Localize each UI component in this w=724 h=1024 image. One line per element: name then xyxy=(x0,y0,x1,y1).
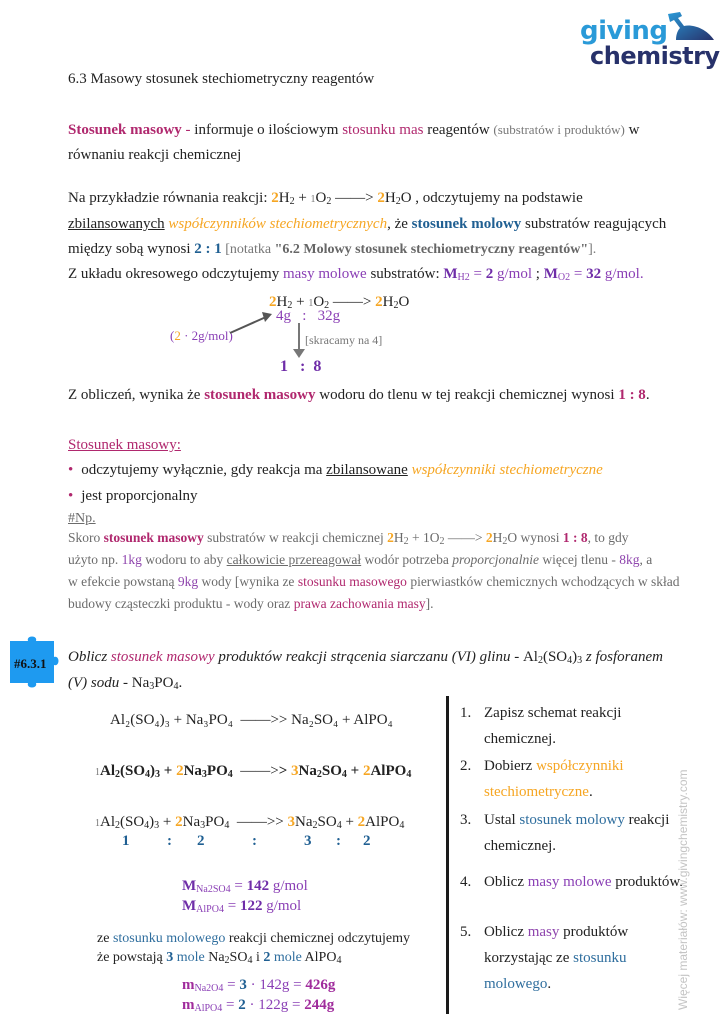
value: 122 xyxy=(239,898,263,914)
text: substratów w reakcji chemicznej xyxy=(203,530,388,545)
coefficient: 3 xyxy=(239,977,247,993)
subscript: 2 xyxy=(324,300,330,311)
np-label: #Np. xyxy=(68,511,96,526)
highlight: współczynniki stechiometryczne xyxy=(484,758,624,800)
text: (V) sodu xyxy=(68,675,120,691)
coefficient: 2 xyxy=(485,530,493,545)
coefficient: 1 xyxy=(95,818,100,829)
text: Na przykładzie równania reakcji: xyxy=(68,190,272,206)
unit: g/mol xyxy=(604,266,640,282)
mass-symbol: m xyxy=(182,997,195,1013)
highlight-stosunku-masowego: stosunku masowego xyxy=(297,574,407,589)
dash: - xyxy=(119,675,132,691)
page-title: 6.3 Masowy stosunek stechiometryczny reagentów xyxy=(68,71,375,87)
underlined-text: całkowicie przereagował xyxy=(226,552,362,567)
step-text xyxy=(484,807,694,859)
text: ze xyxy=(97,931,113,946)
separator: ; xyxy=(532,266,544,282)
value-1kg: 1kg xyxy=(121,552,142,567)
dot: . xyxy=(639,266,644,282)
molar-mass-symbol: M xyxy=(543,266,558,282)
molar-mass-symbol: M xyxy=(182,878,197,894)
equals: = xyxy=(230,878,247,894)
text: w xyxy=(624,122,640,138)
text: . xyxy=(588,784,593,800)
text: produktów reakcji strącenia siarczanu (VI) glinu - xyxy=(214,649,523,665)
coefficient: 2 xyxy=(175,814,183,830)
equation-balanced: $1Al_2(SO_4)_3 + 2Na_3PO_4$ ——>> $3Na_2SO_4$ + 2AlPO$_4$ xyxy=(95,763,412,780)
ratio-colon: : xyxy=(336,833,341,849)
formula: Na xyxy=(295,814,313,830)
text: między sobą wynosi xyxy=(68,241,195,257)
formula: O xyxy=(315,190,327,206)
highlight-wspolczynniki: współczynników stechiometrycznych xyxy=(164,216,388,232)
np-line-4 xyxy=(68,595,434,613)
coefficient: 2 xyxy=(377,190,385,206)
text: Oblicz xyxy=(68,649,111,665)
text: , że xyxy=(387,216,412,232)
subscript: Na2O4 xyxy=(194,983,224,994)
bullet-icon: • xyxy=(68,462,74,478)
text: Oblicz xyxy=(484,874,528,890)
solution-text-2: że powstają 3 mole $Na_2SO_4$ i 2 mole AlPO$_4$ xyxy=(97,950,342,966)
conclusion xyxy=(68,386,650,404)
coefficient: 2 xyxy=(375,294,383,310)
step-number: 3. xyxy=(460,812,472,828)
equation-products: Na₂SO₄ + AlPO₄ xyxy=(291,712,393,728)
formula: AlPO xyxy=(301,950,337,965)
text: odczytujemy wyłącznie, gdy reakcja ma xyxy=(81,462,327,478)
property-item-2 xyxy=(68,487,198,505)
ratio-2-1: 2 : 1 xyxy=(194,241,222,257)
formula: O xyxy=(398,294,410,310)
text: ]. xyxy=(425,596,434,611)
value-8kg: 8kg xyxy=(619,552,640,567)
text: reakcji chemicznej. xyxy=(484,812,670,854)
np-line-1 xyxy=(68,529,629,547)
coefficient: 2 xyxy=(387,530,394,545)
text: substratów reagujących xyxy=(521,216,667,232)
note-bracket: ]. xyxy=(588,242,597,257)
highlight-stosunku-molowego: stosunku molowego xyxy=(112,931,226,946)
unit: g/mol xyxy=(266,898,302,914)
dot: . xyxy=(178,675,183,691)
ratio-colon: : xyxy=(167,833,172,849)
step-text xyxy=(484,869,694,895)
subscript: 2 xyxy=(403,536,409,547)
text: , odczytujemy na podstawie xyxy=(411,190,583,206)
ratio-value: 2 xyxy=(197,833,205,849)
text: że powstają xyxy=(97,950,167,965)
mass-na2so4 xyxy=(182,976,335,994)
highlight-wspolczynniki: współczynniki stechiometryczne xyxy=(407,462,603,478)
value-9kg: 9kg xyxy=(177,574,199,589)
molar-mass-symbol: M xyxy=(182,898,197,914)
step-text xyxy=(484,753,694,805)
logo-text-giving: giving xyxy=(580,16,668,46)
text: produktów. xyxy=(611,874,684,890)
highlight-stosunek-molowy: stosunek molowy xyxy=(411,216,522,232)
underlined-text: zbilansowanych xyxy=(68,216,165,232)
equation-unbalanced: Al₂(SO₄)₃ + Na₃PO₄ ——>> Na₂SO₄ + AlPO₄ xyxy=(110,712,393,728)
ratio-value: 3 xyxy=(304,833,312,849)
step-number: 5. xyxy=(460,924,472,940)
arrow: ——> xyxy=(240,763,279,779)
bullet-icon: • xyxy=(68,488,74,504)
text: , a xyxy=(639,552,653,567)
formula: AlPO xyxy=(370,763,407,779)
result: 244g xyxy=(304,997,335,1013)
subscript: AlPO4 xyxy=(194,1003,223,1014)
equals: = xyxy=(469,266,486,282)
text: użyto np. xyxy=(68,552,122,567)
dash: - xyxy=(181,122,195,138)
subscript: 2 xyxy=(393,300,399,311)
text: wody [wynika ze xyxy=(198,574,298,589)
note-reference: "6.2 Molowy stosunek stechiometryczny reagentów" xyxy=(274,242,589,257)
coefficient: 2 xyxy=(271,190,279,206)
formula: H xyxy=(393,530,404,545)
highlight-stosunek-masowy: stosunek masowy xyxy=(103,530,204,545)
arrowhead-icon xyxy=(262,312,272,322)
text: Z obliczeń, wynika że xyxy=(68,387,205,403)
coefficient: 1 xyxy=(422,530,430,545)
subscript: 2 xyxy=(287,300,293,311)
value: 142 xyxy=(246,878,270,894)
arrow: ——> xyxy=(329,294,376,310)
definition-line-2: równaniu reakcji chemicznej xyxy=(68,147,242,163)
note-bracket: [notatka xyxy=(221,242,275,257)
step-number: 2. xyxy=(460,758,472,774)
coefficient: 2 xyxy=(238,997,246,1013)
text: reagentów xyxy=(423,122,494,138)
diagram-masses: 4g : 32g xyxy=(276,308,341,324)
equals: = xyxy=(222,997,239,1013)
formula-al2so43: $Al_2(SO_4)_3$ xyxy=(522,649,583,666)
coefficient: 1 xyxy=(310,194,316,205)
ratio-value: 1 xyxy=(122,833,130,849)
text: w efekcie powstaną xyxy=(68,574,178,589)
text: pierwiastków chemicznych wchodzących w skład xyxy=(406,574,680,589)
formula: H xyxy=(276,294,288,310)
text: wodoru do tlenu w tej reakcji chemicznej wynosi xyxy=(315,387,619,403)
logo-text-chemistry: chemistry xyxy=(590,42,720,70)
equals: = xyxy=(223,898,240,914)
arrow: ——> xyxy=(444,530,486,545)
unit: g/mol xyxy=(497,266,533,282)
highlight-prawa-zachowania-masy: prawa zachowania masy xyxy=(293,596,426,611)
text: O wynosi xyxy=(507,530,563,545)
highlight-masy-molowe: masy molowe xyxy=(282,266,367,282)
plus: + xyxy=(294,190,311,206)
paren: ( xyxy=(170,328,175,343)
text: jest proporcjonalny xyxy=(81,488,198,504)
text: budowy cząsteczki produktu - wody oraz xyxy=(68,596,294,611)
molar-mass-na2so4 xyxy=(182,877,308,895)
subscript: 2 xyxy=(395,196,401,207)
formula: H xyxy=(382,294,394,310)
equation-balanced-ratio: $1Al_2(SO_4)_3 + 2Na_3PO_4$ ——>> $3Na_2SO_4$ + 2AlPO$_4$ xyxy=(95,814,405,831)
underlined-text: zbilansowane xyxy=(326,462,408,478)
text: produktów korzystając ze xyxy=(484,924,629,966)
coefficient: 3 xyxy=(291,763,299,779)
diagram-note: [skracamy na 4] xyxy=(305,333,383,347)
calc: · 122g = xyxy=(245,997,305,1013)
ratio-colon: : xyxy=(252,833,257,849)
formula: H xyxy=(492,530,503,545)
value: 3 xyxy=(166,950,174,965)
task-line-2 xyxy=(68,674,182,692)
subscript: AlPO4 xyxy=(196,904,224,915)
highlight-stosunek-masowy: stosunek masowy xyxy=(110,649,215,665)
task-line-1 xyxy=(68,648,663,666)
equals: = xyxy=(570,266,587,282)
highlight: masy xyxy=(527,924,560,940)
formula: AlPO xyxy=(365,814,400,830)
parenthetical: (substratów i produktów) xyxy=(493,122,625,137)
subscript: 2 xyxy=(502,536,508,547)
text: mole xyxy=(270,950,302,965)
text: . xyxy=(547,976,552,992)
formula: O xyxy=(429,530,440,545)
text: Zapisz schemat reakcji chemicznej. xyxy=(484,705,622,747)
text: więcej tlenu - xyxy=(539,552,620,567)
task-badge: #6.3.1 xyxy=(14,656,47,671)
text: substratów: xyxy=(366,266,444,282)
text: Z układu okresowego odczytujemy xyxy=(68,266,283,282)
plus: + xyxy=(292,294,309,310)
text: informuje o ilościowym xyxy=(194,122,343,138)
text: Ustal xyxy=(484,812,520,828)
result: 426g xyxy=(305,977,336,993)
ratio-value: 2 xyxy=(363,833,371,849)
step-text xyxy=(484,700,694,752)
italic-text: proporcjonalnie xyxy=(452,552,540,567)
formula: O xyxy=(400,190,412,206)
formula: Na xyxy=(183,763,202,779)
subscript: 2 xyxy=(439,536,445,547)
text: wodór potrzeba xyxy=(361,552,453,567)
formula: O xyxy=(313,294,325,310)
formula: Al xyxy=(100,814,115,830)
text: Dobierz xyxy=(484,758,537,774)
coefficient: 2 xyxy=(176,763,184,779)
text: Oblicz xyxy=(484,924,528,940)
subscript: H2 xyxy=(457,272,470,283)
coefficient: 1 xyxy=(308,298,314,309)
highlight-stosunek-masowy: stosunek masowy xyxy=(204,387,316,403)
text: , to gdy xyxy=(587,530,629,545)
coefficient: 3 xyxy=(287,814,296,830)
formula: H xyxy=(384,190,396,206)
solution-text-1 xyxy=(97,930,410,948)
text: z fosforanem xyxy=(582,649,663,665)
term-stosunek-masowy: Stosunek masowy xyxy=(68,122,182,138)
calc: · 142g = xyxy=(246,977,306,993)
highlight: stosunku molowego xyxy=(484,950,627,992)
unit: g/mol xyxy=(272,878,308,894)
highlight-stosunku-mas: stosunku mas xyxy=(342,122,424,138)
ratio-1-8: 1 : 8 xyxy=(562,530,588,545)
highlight: masy molowe xyxy=(527,874,612,890)
text: Skoro xyxy=(68,530,104,545)
step-number: 1. xyxy=(460,705,472,721)
coefficient: 1 xyxy=(95,767,100,778)
formula: Al xyxy=(100,763,115,779)
step-text xyxy=(484,919,694,997)
text: i xyxy=(252,950,264,965)
properties-heading: Stosunek masowy: xyxy=(68,437,181,453)
subscript: O2 xyxy=(557,272,571,283)
arrow: ——> xyxy=(331,190,378,206)
value: 2 xyxy=(263,950,271,965)
formula: Al xyxy=(522,649,538,665)
coefficient: 2 xyxy=(357,814,366,830)
equals: = xyxy=(223,977,240,993)
text: mole xyxy=(173,950,205,965)
formula: Na xyxy=(182,814,201,830)
mass-symbol: m xyxy=(182,977,195,993)
formula-na3po4: $Na_3PO_4$ xyxy=(131,675,179,692)
value: 2 xyxy=(485,266,494,282)
equation-reactants: Al₂(SO₄)₃ + Na₃PO₄ xyxy=(110,712,233,728)
formula: H xyxy=(278,190,290,206)
coefficient: 2 xyxy=(174,328,181,343)
plus: + xyxy=(408,530,423,545)
subscript: 2 xyxy=(289,196,295,207)
mass-alpo4 xyxy=(182,996,334,1014)
molar-mass-alpo4 xyxy=(182,897,301,915)
formula: Na xyxy=(131,675,150,691)
coefficient: 2 xyxy=(362,763,371,779)
formula: Na xyxy=(298,763,317,779)
ratio-1-8: 1 : 8 xyxy=(618,387,646,403)
np-line-2 xyxy=(68,551,652,569)
arrow-to-masses xyxy=(230,317,266,333)
arrow: ——> xyxy=(240,712,279,728)
step-number: 4. xyxy=(460,874,472,890)
dot: . xyxy=(645,387,650,403)
text: reakcji chemicznej odczytujemy xyxy=(225,931,410,946)
watermark: Więcej materiałów: www.givingchemistry.com xyxy=(676,769,690,1010)
molar-mass-symbol: M xyxy=(443,266,458,282)
value: 32 xyxy=(586,266,602,282)
formula: Na xyxy=(204,950,225,965)
np-line-3 xyxy=(68,573,679,591)
diagram-ratio: 1 : 8 xyxy=(280,358,322,375)
subscript: Na2SO4 xyxy=(196,884,231,895)
highlight: stosunek molowy xyxy=(519,812,625,828)
calc-text: · 2g/mol) xyxy=(180,328,233,343)
arrow: ——> xyxy=(236,814,276,830)
vertical-divider xyxy=(446,696,449,1014)
property-item-1 xyxy=(68,461,603,479)
subscript: 2 xyxy=(326,196,332,207)
coefficient: 2 xyxy=(269,294,277,310)
text: wodoru to aby xyxy=(141,552,227,567)
arrowhead-down-icon xyxy=(293,349,305,358)
